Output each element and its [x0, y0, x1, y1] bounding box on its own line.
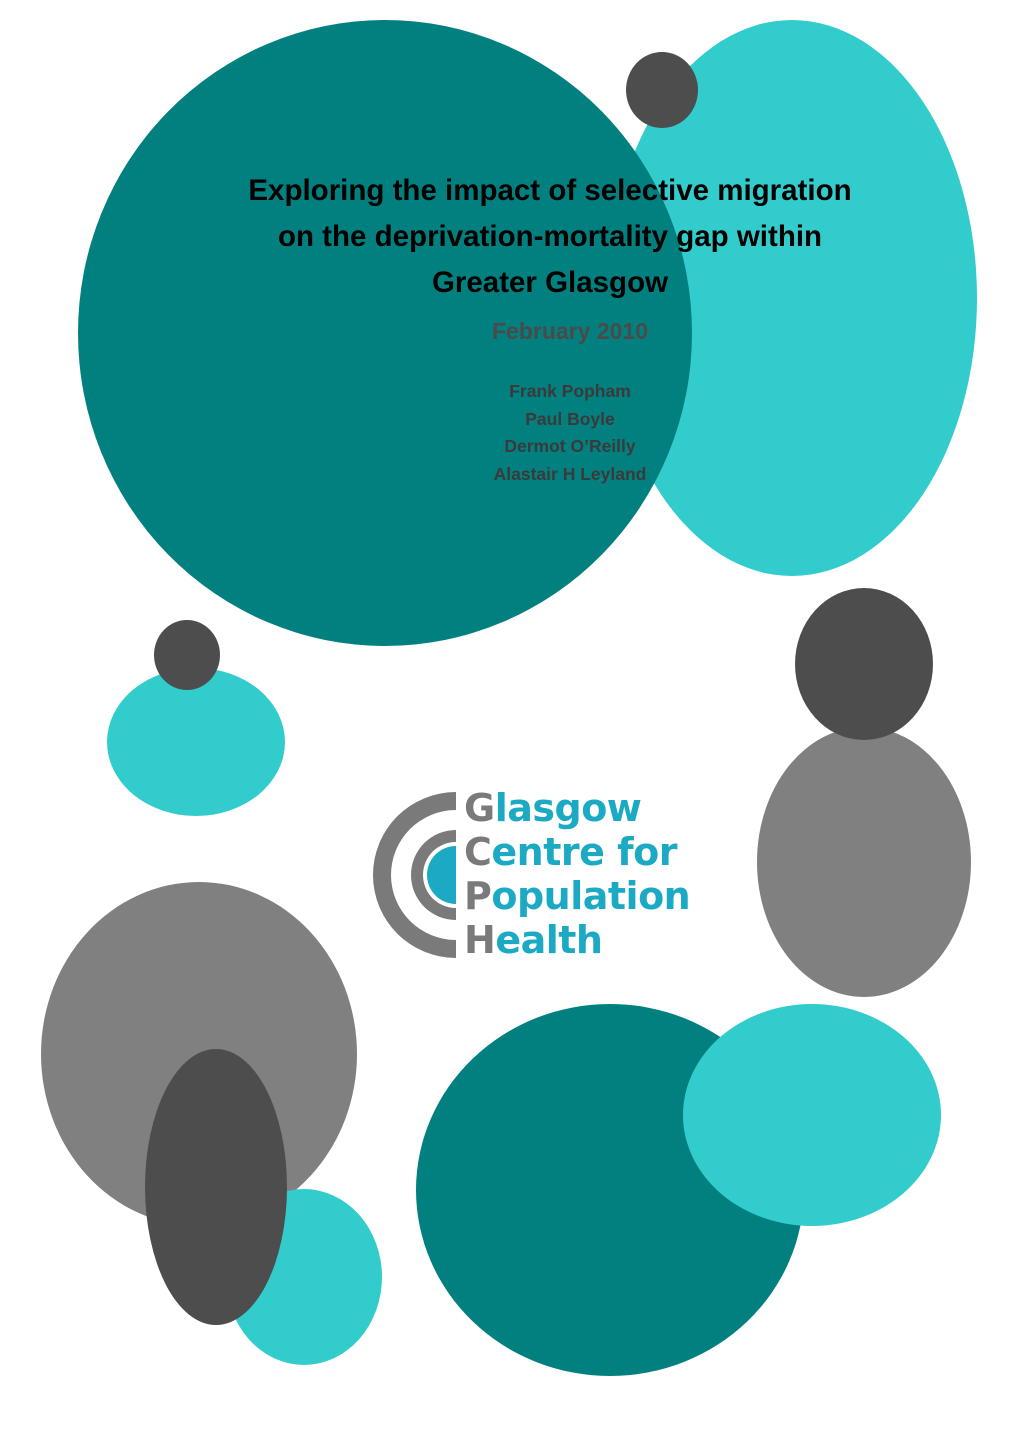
logo-initial: H: [464, 918, 496, 962]
author-name: Paul Boyle: [525, 408, 615, 429]
bubble-grey-right: [757, 727, 971, 997]
logo-line: [464, 874, 690, 918]
author-name: Frank Popham: [509, 381, 631, 401]
author-name: Alastair H Leyland: [493, 463, 647, 484]
logo-word: opulation: [491, 874, 691, 918]
logo-half-disc: [427, 846, 456, 904]
publication-date: February 2010: [492, 318, 648, 344]
gcph-logo-mark: [373, 792, 456, 958]
logo-word: entre for: [491, 830, 678, 874]
logo-line: [464, 830, 690, 874]
logo-line: [464, 918, 690, 962]
bubble-dark-left-small: [154, 620, 220, 690]
author-list: [420, 378, 720, 488]
bubble-dark-right: [795, 588, 933, 740]
logo-initial: C: [464, 830, 492, 874]
bubble-turquoise-left-small: [107, 668, 285, 816]
logo-initial: G: [464, 786, 495, 830]
bubble-turquoise-bottom-right: [683, 1004, 941, 1226]
logo-word: lasgow: [494, 786, 642, 830]
title-block: [150, 168, 950, 306]
logo-word: ealth: [495, 918, 603, 962]
bubble-dark-bottom-left: [145, 1049, 287, 1325]
logo-line: [464, 786, 690, 830]
report-title-line-3: Greater Glasgow: [431, 266, 669, 299]
report-title-line-1: Exploring the impact of selective migration: [248, 174, 852, 207]
author-name: Dermot O’Reilly: [504, 436, 636, 456]
report-title-line-2: on the deprivation-mortality gap within: [277, 220, 823, 253]
gcph-logo-wordmark: [464, 786, 690, 962]
logo-initial: P: [464, 874, 492, 918]
bubble-dark-top-small: [626, 52, 698, 128]
